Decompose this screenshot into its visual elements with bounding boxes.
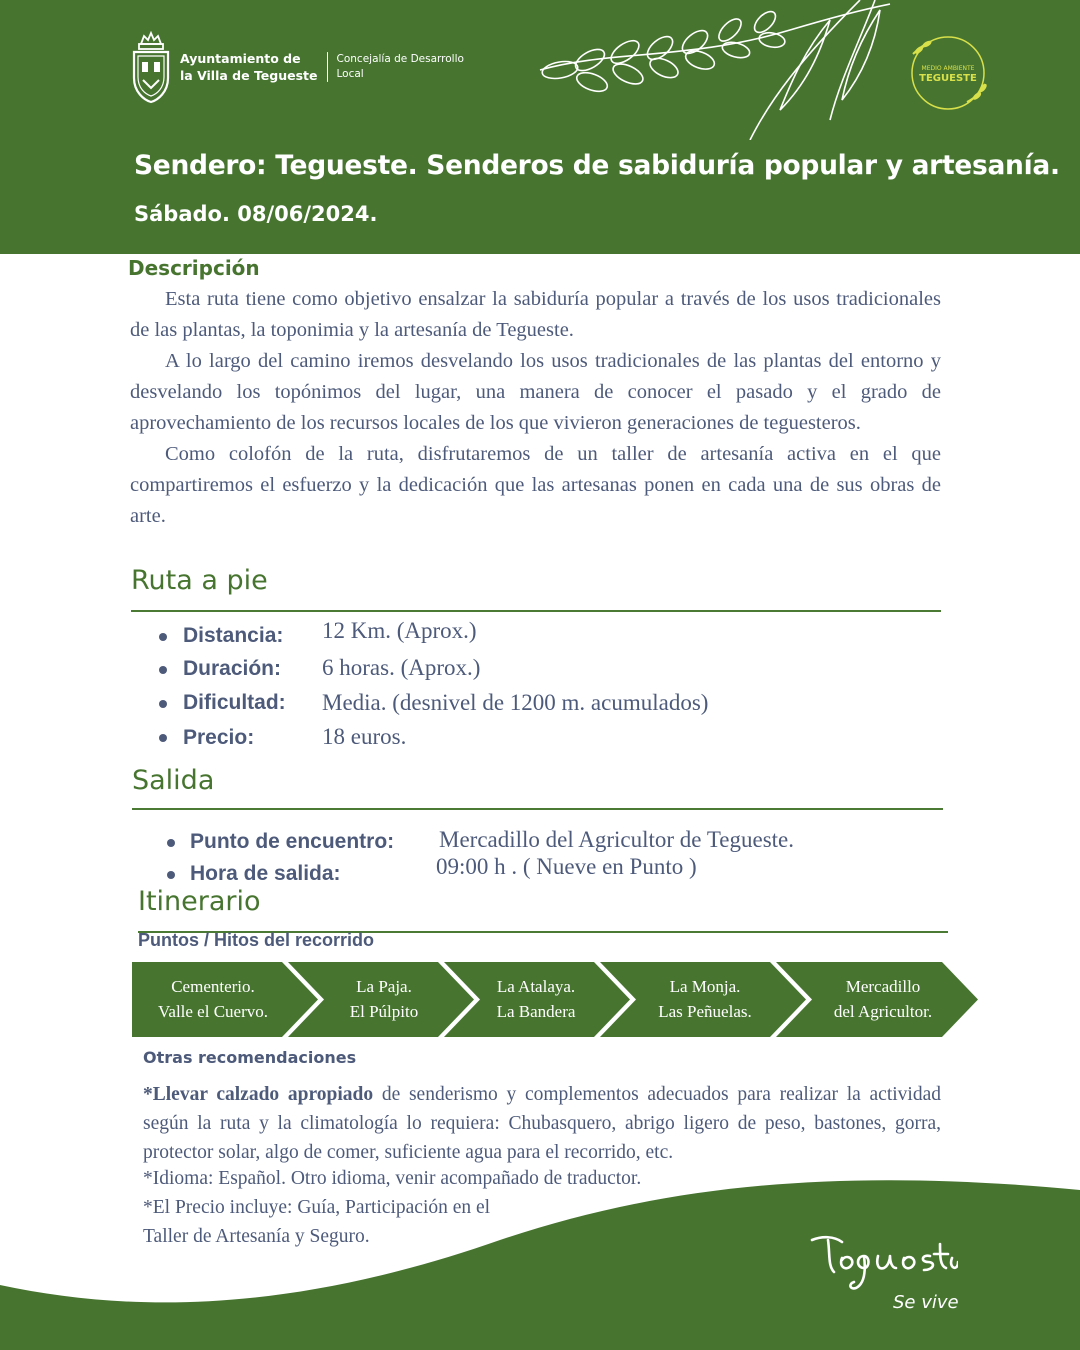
step-5-line-2: del Agricultor. bbox=[833, 1002, 933, 1021]
bullet-icon bbox=[159, 734, 167, 742]
duracion-value: 6 horas. (Aprox.) bbox=[322, 655, 481, 680]
step-3-label bbox=[468, 974, 604, 1024]
step-1-line-2: Valle el Cuervo. bbox=[158, 1002, 268, 1021]
logo-divider bbox=[327, 52, 328, 82]
event-date: Sábado. 08/06/2024. bbox=[134, 202, 378, 226]
step-4-label bbox=[630, 974, 780, 1024]
ruta-divider bbox=[131, 610, 941, 612]
salida-heading: Salida bbox=[132, 765, 215, 796]
org-line-2: la Villa de Tegueste bbox=[180, 68, 318, 83]
hora-salida-value: 09:00 h . ( Nueve en Punto ) bbox=[436, 854, 697, 879]
punto-encuentro-label: Punto de encuentro: bbox=[190, 830, 395, 853]
description-paragraph: Como colofón de la ruta, disfrutaremos de un taller de artesanía activa en el que compartiremos el esfuerzo y la dedicación que las artesanas ponen en cada una de sus obras de arte. bbox=[130, 443, 941, 527]
precio-value: 18 euros. bbox=[322, 724, 407, 749]
idioma-note: *Idioma: Español. Otro idioma, venir acompañado de traductor. bbox=[143, 1168, 642, 1189]
ruta-heading: Ruta a pie bbox=[131, 565, 268, 596]
dificultad-value: Media. (desnivel de 1200 m. acumulados) bbox=[322, 690, 709, 715]
calzado-rest: de senderismo y complementos adecuados para realizar la actividad según la ruta y la climatología lo requiera: Chubasquero, abrigo ligero de peso, bastones, gorra, protector solar, algo de comer, suficiente agua para el recorrido, etc. bbox=[143, 1084, 941, 1163]
tegueste-logo bbox=[808, 1232, 958, 1294]
step-1-line-1: Cementerio. bbox=[171, 977, 255, 996]
crest-icon bbox=[130, 30, 172, 104]
step-1-label bbox=[140, 974, 286, 1024]
bullet-icon bbox=[167, 839, 175, 847]
step-5-line-1: Mercadillo bbox=[845, 977, 921, 996]
itinerario-subheading: Puntos / Hitos del recorrido bbox=[138, 930, 375, 950]
step-3-line-1: La Atalaya. bbox=[496, 977, 576, 996]
itinerario-heading: Itinerario bbox=[138, 886, 261, 917]
step-4-line-1: La Monja. bbox=[669, 977, 741, 996]
step-2-line-2: El Púlpito bbox=[349, 1002, 419, 1021]
punto-encuentro-value: Mercadillo del Agricultor de Tegueste. bbox=[439, 827, 794, 852]
bullet-icon bbox=[159, 700, 167, 708]
precio-incluye-line-1: *El Precio incluye: Guía, Participación en el bbox=[143, 1197, 491, 1218]
step-2-label bbox=[316, 974, 452, 1024]
badge-line-1: MEDIO AMBIENTE bbox=[921, 65, 975, 72]
precio-incluye-line-2: Taller de Artesanía y Seguro. bbox=[143, 1226, 370, 1247]
step-5-label bbox=[810, 974, 956, 1024]
calzado-bold: *Llevar calzado apropiado bbox=[143, 1084, 374, 1105]
step-4-line-2: Las Peñuelas. bbox=[658, 1002, 752, 1021]
bullet-icon bbox=[167, 871, 175, 879]
recommendations-heading: Otras recomendaciones bbox=[143, 1048, 357, 1067]
olive-branch-illustration bbox=[530, 0, 900, 140]
bullet-icon bbox=[159, 633, 167, 641]
calzado-recommendation bbox=[143, 1080, 941, 1167]
description-paragraph: A lo largo del camino iremos desvelando los usos tradicionales de las plantas del entorno y desvelando los topónimos del lugar, una manera de conocer el pasado y el grado de aprovechamiento de los recursos locales de los que vivieron generaciones de teguesteros. bbox=[130, 350, 941, 434]
medio-ambiente-badge bbox=[905, 34, 991, 112]
distancia-value: 12 Km. (Aprox.) bbox=[322, 618, 477, 643]
description-heading: Descripción bbox=[128, 256, 260, 280]
page-title: Sendero: Tegueste. Senderos de sabiduría popular y artesanía. bbox=[134, 150, 1060, 181]
description-paragraph: Esta ruta tiene como objetivo ensalzar la sabiduría popular a través de los usos tradicionales de las plantas, la toponimia y la artesanía de Tegueste. bbox=[130, 288, 941, 341]
department-name bbox=[337, 52, 464, 82]
hora-salida-label: Hora de salida: bbox=[190, 862, 341, 885]
dificultad-label: Dificultad: bbox=[183, 691, 286, 714]
dept-line-1: Concejalía de Desarrollo bbox=[336, 53, 464, 65]
salida-divider bbox=[132, 808, 943, 810]
organization-name bbox=[180, 50, 318, 84]
step-3-line-2: La Bandera bbox=[496, 1002, 576, 1021]
duracion-label: Duración: bbox=[183, 657, 282, 680]
dept-line-2: Local bbox=[336, 68, 364, 80]
description-text bbox=[130, 284, 941, 532]
bullet-icon bbox=[159, 666, 167, 674]
step-2-line-1: La Paja. bbox=[356, 977, 412, 996]
org-line-1: Ayuntamiento de bbox=[180, 51, 301, 66]
header-banner bbox=[0, 0, 1080, 254]
badge-line-2: TEGUESTE bbox=[919, 73, 977, 84]
precio-label: Precio: bbox=[183, 726, 255, 749]
tagline: Se vive bbox=[893, 1292, 959, 1313]
distancia-label: Distancia: bbox=[183, 624, 284, 647]
ayuntamiento-logo bbox=[130, 30, 464, 104]
